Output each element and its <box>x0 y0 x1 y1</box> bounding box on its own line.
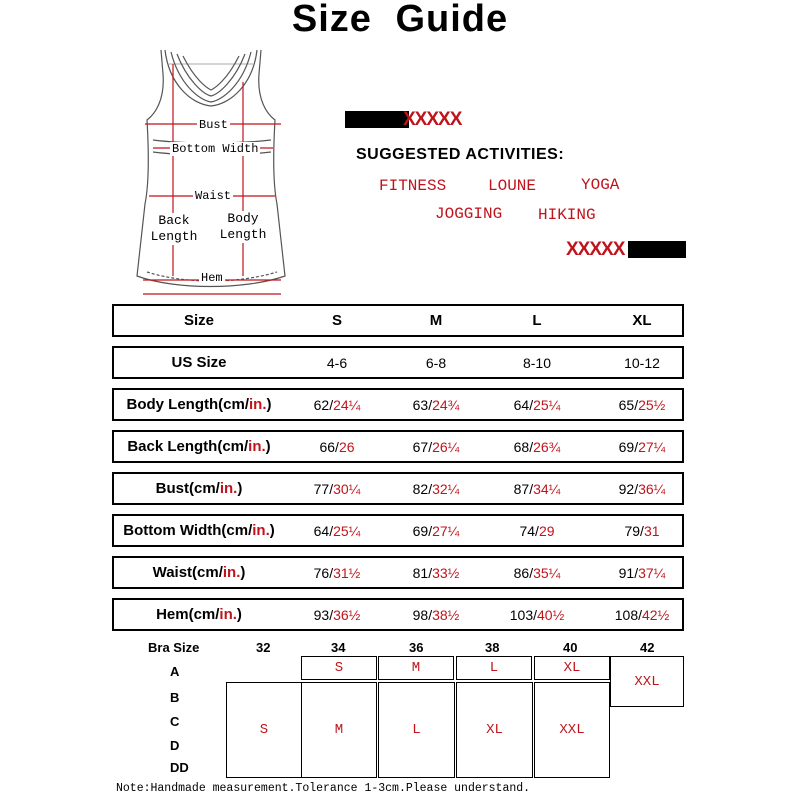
cell-cm: 91/ <box>618 564 639 581</box>
cell-cm: 62/ <box>313 396 334 413</box>
table-row <box>112 472 684 505</box>
cup-a-box-0: S <box>301 656 377 680</box>
table-cell <box>592 558 692 587</box>
band-42-box: XXL <box>610 656 684 707</box>
cell-cm: 86/ <box>513 564 534 581</box>
table-cell <box>487 558 587 587</box>
cell-in: 26¾ <box>533 438 561 455</box>
table-cell <box>487 348 587 377</box>
cell-cm: 92/ <box>618 480 639 497</box>
cup-1: B <box>170 690 180 705</box>
cell-cm: 77/ <box>313 480 334 497</box>
table-cell <box>592 432 692 461</box>
table-cell <box>386 558 486 587</box>
activity-hiking: HIKING <box>538 206 596 224</box>
cup-2: C <box>170 714 180 729</box>
table-row <box>112 388 684 421</box>
band-size-2: 36 <box>409 640 424 655</box>
cell-in: 27¼ <box>638 438 666 455</box>
cup-a-box-3: XL <box>534 656 610 680</box>
bra-size-heading: Bra Size <box>148 640 200 655</box>
back-length-label: Back Length <box>150 213 198 244</box>
band-size-5: 42 <box>640 640 655 655</box>
row-label-unit: in. <box>249 396 267 413</box>
cell-cm: 87/ <box>513 480 534 497</box>
cell-cm: 68/ <box>513 438 534 455</box>
cell-cm: 67/ <box>412 438 433 455</box>
row-label <box>114 516 284 545</box>
bottom-width-label: Bottom Width <box>172 142 259 156</box>
cell-cm: 79/ <box>624 522 644 539</box>
table-cell <box>487 432 587 461</box>
table-cell <box>487 516 587 545</box>
cell-cm: 93/ <box>313 606 334 623</box>
cell-in: 36¼ <box>638 480 666 497</box>
decor-bar-top <box>345 111 409 128</box>
table-cell <box>592 516 692 545</box>
row-label-suffix: ) <box>237 480 243 497</box>
cell-in: 36½ <box>333 606 361 623</box>
table-cell <box>592 390 692 419</box>
cell-cm: 82/ <box>412 480 433 497</box>
cell-cm: 103/ <box>509 606 537 623</box>
cell-in: 38½ <box>432 606 460 623</box>
table-cell <box>287 516 387 545</box>
cell-cm: 81/ <box>412 564 433 581</box>
bust-label: Bust <box>199 118 228 132</box>
table-cell <box>287 600 387 629</box>
row-label-unit: in. <box>219 606 237 623</box>
cup-b-dd-box-2: L <box>378 682 455 778</box>
size-table-header <box>112 304 684 337</box>
cell-in: 32¼ <box>432 480 460 497</box>
row-label <box>114 474 284 503</box>
row-label-text: Body Length(cm/ <box>126 396 249 413</box>
row-label-text: Back Length(cm/ <box>127 438 249 455</box>
row-label-suffix: ) <box>236 606 242 623</box>
table-row <box>112 556 684 589</box>
row-label-text: Hem(cm/ <box>156 606 220 623</box>
activities-heading: SUGGESTED ACTIVITIES: <box>356 146 565 163</box>
cell-in: 33½ <box>432 564 460 581</box>
activity-yoga: YOGA <box>581 176 620 194</box>
band-size-4: 40 <box>563 640 578 655</box>
header-label: Size <box>183 312 214 329</box>
cell-in: 40½ <box>537 606 565 623</box>
cell-in: 31 <box>643 522 660 539</box>
cup-b-dd-box-3: XL <box>456 682 533 778</box>
table-cell <box>386 516 486 545</box>
cell-cm: 6-8 <box>425 354 447 371</box>
hem-label: Hem <box>201 271 223 285</box>
cell-in: 30¼ <box>333 480 361 497</box>
cell-cm: 69/ <box>618 438 639 455</box>
table-cell <box>386 390 486 419</box>
cell-cm: 8-10 <box>522 354 552 371</box>
table-cell <box>592 348 692 377</box>
table-cell <box>487 600 587 629</box>
row-label-text: Bust(cm/ <box>155 480 220 497</box>
cell-in: 34¼ <box>533 480 561 497</box>
cup-a-box-2: L <box>456 656 532 680</box>
cup-a-box-1: M <box>378 656 454 680</box>
cell-cm: 69/ <box>412 522 433 539</box>
table-cell <box>592 600 692 629</box>
waist-label: Waist <box>195 189 232 203</box>
table-cell <box>386 474 486 503</box>
cell-cm: 74/ <box>519 522 539 539</box>
table-cell <box>287 348 387 377</box>
cell-in: 25¼ <box>533 396 561 413</box>
row-label-suffix: ) <box>265 438 271 455</box>
cup-b-dd-box-1: M <box>301 682 377 778</box>
row-label-unit: in. <box>219 480 238 497</box>
header-size-3: XL <box>632 312 652 329</box>
decor-x-top: XXXXX <box>403 109 462 130</box>
cup-3: D <box>170 738 180 753</box>
cell-cm: 10-12 <box>624 354 660 371</box>
cell-in: 26 <box>338 438 355 455</box>
cell-cm: 98/ <box>412 606 433 623</box>
table-row <box>112 430 684 463</box>
header-size-2: L <box>532 312 542 329</box>
row-label <box>114 348 284 377</box>
cup-0: A <box>170 664 180 679</box>
cell-in: 35¼ <box>533 564 561 581</box>
cell-cm: 63/ <box>412 396 433 413</box>
cell-cm: 66/ <box>319 438 339 455</box>
cell-cm: 4-6 <box>326 354 348 371</box>
tank-top-diagram <box>125 44 305 300</box>
cup-b-dd-box-0: S <box>226 682 302 778</box>
row-label-unit: in. <box>222 564 241 581</box>
table-cell <box>386 348 486 377</box>
header-size-1: M <box>429 312 443 329</box>
band-size-1: 34 <box>331 640 346 655</box>
table-cell <box>487 474 587 503</box>
band-size-3: 38 <box>485 640 500 655</box>
cell-in: 25¼ <box>333 522 361 539</box>
table-cell <box>386 600 486 629</box>
cell-in: 26¼ <box>432 438 460 455</box>
header-size-0: S <box>331 312 342 329</box>
activity-fitness: FITNESS <box>379 177 447 195</box>
row-label-unit: in. <box>252 522 270 539</box>
table-cell <box>287 390 387 419</box>
cell-cm: 64/ <box>313 522 334 539</box>
cell-cm: 108/ <box>614 606 642 623</box>
row-label-suffix: ) <box>240 564 246 581</box>
table-cell <box>487 390 587 419</box>
table-row <box>112 598 684 631</box>
cell-in: 24¼ <box>333 396 361 413</box>
row-label <box>114 432 284 461</box>
cell-in: 42½ <box>642 606 670 623</box>
table-cell <box>287 474 387 503</box>
activity-jogging: JOGGING <box>435 205 503 223</box>
table-cell <box>287 558 387 587</box>
row-label <box>114 390 284 419</box>
row-label-text: Bottom Width(cm/ <box>123 522 253 539</box>
cell-in: 27¼ <box>432 522 460 539</box>
page-title: Size Guide <box>291 0 509 40</box>
table-row <box>112 346 684 379</box>
decor-bar-bottom <box>628 241 686 258</box>
cell-cm: 64/ <box>513 396 534 413</box>
body-length-label: Body Length <box>219 211 267 242</box>
table-row <box>112 514 684 547</box>
cell-cm: 76/ <box>313 564 334 581</box>
footnote: Note:Handmade measurement.Tolerance 1-3cm.Please understand. <box>116 782 531 795</box>
decor-x-bottom: XXXXX <box>566 239 625 260</box>
cell-in: 25½ <box>638 396 666 413</box>
row-label-text: Waist(cm/ <box>152 564 223 581</box>
activity-loune: LOUNE <box>488 177 537 195</box>
row-label <box>114 600 284 629</box>
band-size-0: 32 <box>256 640 271 655</box>
cell-in: 37¼ <box>638 564 666 581</box>
row-label-suffix: ) <box>266 396 272 413</box>
cell-in: 29 <box>538 522 555 539</box>
cell-in: 31½ <box>333 564 361 581</box>
row-label-suffix: ) <box>269 522 275 539</box>
cup-4: DD <box>170 760 189 775</box>
row-label-unit: in. <box>248 438 266 455</box>
cell-cm: 65/ <box>618 396 639 413</box>
table-cell <box>287 432 387 461</box>
cup-b-dd-box-4: XXL <box>534 682 610 778</box>
table-cell <box>386 432 486 461</box>
row-label <box>114 558 284 587</box>
row-label-text: US Size <box>171 354 227 371</box>
table-cell <box>592 474 692 503</box>
cell-in: 24¾ <box>432 396 460 413</box>
